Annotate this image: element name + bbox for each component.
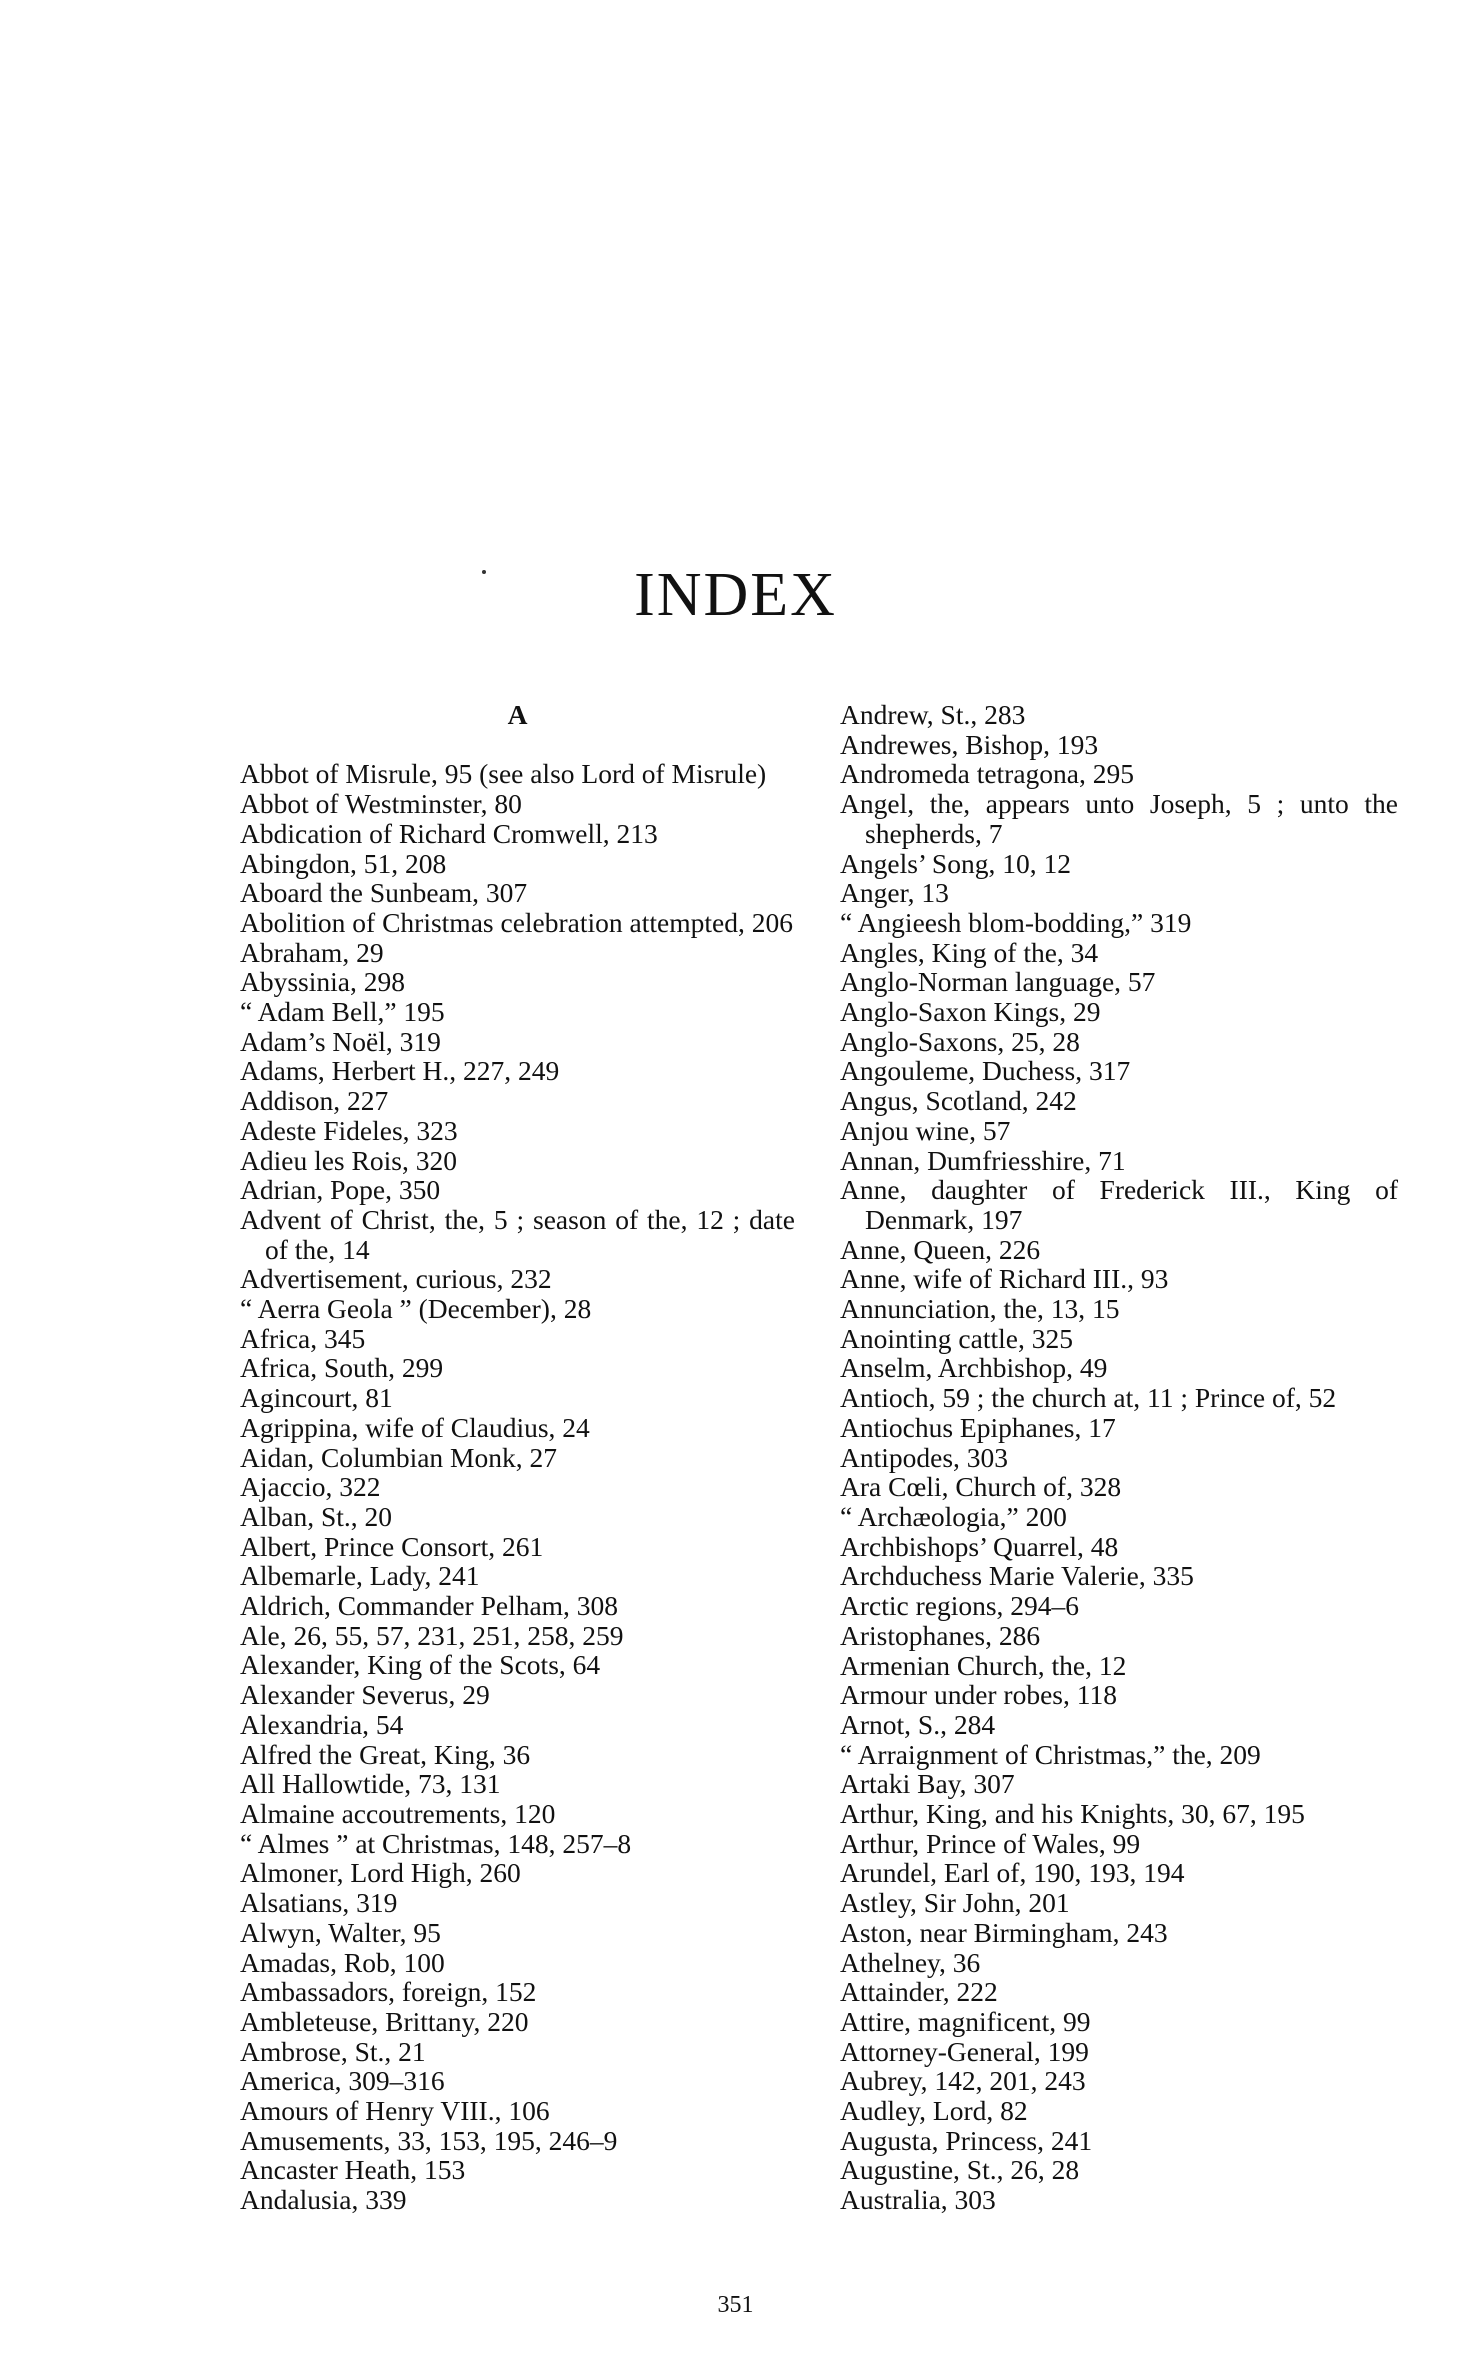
index-entry: Advent of Christ, the, 5 ; season of the, 12 ; date of the, 14 xyxy=(240,1203,795,1265)
index-entry: Angus, Scotland, 242 xyxy=(840,1085,1077,1117)
index-entry: Alwyn, Walter, 95 xyxy=(240,1916,441,1948)
index-entry: Aldrich, Commander Pelham, 308 xyxy=(240,1590,619,1622)
index-entry: “ Almes ” at Christmas, 148, 257–8 xyxy=(240,1827,632,1859)
index-entry: Aubrey, 142, 201, 243 xyxy=(840,2065,1086,2097)
index-entry: Amadas, Rob, 100 xyxy=(240,1946,445,1978)
index-entry: Aristophanes, 286 xyxy=(840,1619,1041,1651)
index-entry: Andromeda tetragona, 295 xyxy=(840,758,1135,790)
index-entry: Arthur, Prince of Wales, 99 xyxy=(840,1827,1141,1859)
index-entry: Angels’ Song, 10, 12 xyxy=(840,847,1071,879)
index-entry: Andalusia, 339 xyxy=(240,2184,407,2216)
index-entry: Armour under robes, 118 xyxy=(840,1679,1117,1711)
index-entry: “ Archæologia,” 200 xyxy=(840,1500,1067,1532)
index-entry: Ambleteuse, Brittany, 220 xyxy=(240,2005,529,2037)
index-entry: Abraham, 29 xyxy=(240,936,384,968)
index-entry: Archbishops’ Quarrel, 48 xyxy=(840,1530,1119,1562)
page-number: 351 xyxy=(717,2292,754,2318)
index-entry: Angel, the, appears unto Joseph, 5 ; unto the shepherds, 7 xyxy=(840,788,1398,849)
index-entry: Aboard the Sunbeam, 307 xyxy=(240,877,528,909)
index-entry: Arthur, King, and his Knights, 30, 67, 195 xyxy=(840,1798,1305,1830)
index-entry: Amours of Henry VIII., 106 xyxy=(240,2095,550,2127)
index-entry: Abdication of Richard Cromwell, 213 xyxy=(240,817,658,849)
index-entry: Astley, Sir John, 201 xyxy=(840,1887,1070,1919)
index-entry: Australia, 303 xyxy=(840,2184,996,2216)
index-entry: Abbot of Misrule, 95 (see also Lord of Misrule) xyxy=(240,758,767,790)
right-entry-list xyxy=(840,700,1398,2215)
index-entry: Albert, Prince Consort, 261 xyxy=(240,1530,544,1562)
index-entry: Alban, St., 20 xyxy=(240,1500,393,1532)
index-entry: Ambassadors, foreign, 152 xyxy=(240,1976,537,2008)
index-entry: Adams, Herbert H., 227, 249 xyxy=(240,1055,560,1087)
index-entry: Ajaccio, 322 xyxy=(240,1471,381,1503)
index-entry: Attorney-General, 199 xyxy=(840,2035,1089,2067)
index-entry: Almoner, Lord High, 260 xyxy=(240,1857,521,1889)
index-entry: Audley, Lord, 82 xyxy=(840,2095,1028,2127)
index-column-right xyxy=(840,700,1398,2215)
index-entry: Ancaster Heath, 153 xyxy=(240,2154,466,2186)
index-entry: Antipodes, 303 xyxy=(840,1441,1009,1473)
index-entry: Arundel, Earl of, 190, 193, 194 xyxy=(840,1857,1185,1889)
index-entry: Attire, magnificent, 99 xyxy=(840,2005,1091,2037)
index-entry: Antiochus Epiphanes, 17 xyxy=(840,1411,1116,1443)
index-column-left xyxy=(240,700,795,2215)
index-entry: Andrew, St., 283 xyxy=(840,699,1026,730)
index-entry: All Hallowtide, 73, 131 xyxy=(240,1768,501,1800)
index-entry: Adrian, Pope, 350 xyxy=(240,1174,441,1206)
index-entry: Albemarle, Lady, 241 xyxy=(240,1560,480,1592)
index-entry: Ale, 26, 55, 57, 231, 251, 258, 259 xyxy=(240,1619,624,1651)
index-entry: Adeste Fideles, 323 xyxy=(240,1114,458,1146)
index-entry: Augustine, St., 26, 28 xyxy=(840,2154,1080,2186)
index-entry: Attainder, 222 xyxy=(840,1976,998,2008)
index-entry: Archduchess Marie Valerie, 335 xyxy=(840,1560,1194,1592)
index-entry: Amusements, 33, 153, 195, 246–9 xyxy=(240,2124,618,2156)
index-entry: Arnot, S., 284 xyxy=(840,1708,996,1740)
index-entry: Agrippina, wife of Claudius, 24 xyxy=(240,1411,590,1443)
index-entry: Advertisement, curious, 232 xyxy=(240,1263,552,1295)
index-entry: Abyssinia, 298 xyxy=(240,966,405,998)
index-entry: Angouleme, Duchess, 317 xyxy=(840,1055,1131,1087)
index-entry: Anne, Queen, 226 xyxy=(840,1233,1041,1265)
index-entry: Anglo-Norman language, 57 xyxy=(840,966,1156,998)
index-entry: Armenian Church, the, 12 xyxy=(840,1649,1127,1681)
index-entry: Alsatians, 319 xyxy=(240,1887,398,1919)
index-entry: Abingdon, 51, 208 xyxy=(240,847,447,879)
index-entry: Artaki Bay, 307 xyxy=(840,1768,1015,1800)
index-entry: Athelney, 36 xyxy=(840,1946,981,1978)
index-entry: Alexander, King of the Scots, 64 xyxy=(240,1649,601,1681)
index-entry: Addison, 227 xyxy=(240,1085,389,1117)
index-entry: Arctic regions, 294–6 xyxy=(840,1590,1080,1622)
index-entry: Anger, 13 xyxy=(840,877,949,909)
index-entry: Anglo-Saxon Kings, 29 xyxy=(840,996,1101,1028)
index-entry: Almaine accoutrements, 120 xyxy=(240,1798,556,1829)
index-entry: Angles, King of the, 34 xyxy=(840,936,1099,968)
page-title: INDEX xyxy=(634,561,837,629)
index-entry: “ Adam Bell,” 195 xyxy=(240,996,445,1028)
index-entry: “ Aerra Geola ” (December), 28 xyxy=(240,1293,592,1325)
index-entry: Alfred the Great, King, 36 xyxy=(240,1738,531,1770)
index-entry: Ambrose, St., 21 xyxy=(240,2035,426,2067)
index-entry: Adieu les Rois, 320 xyxy=(240,1144,457,1176)
index-entry: Augusta, Princess, 241 xyxy=(840,2124,1093,2156)
index-entry: Antioch, 59 ; the church at, 11 ; Prince of, 52 xyxy=(840,1382,1337,1414)
index-entry: Africa, South, 299 xyxy=(240,1352,444,1384)
index-entry: Anne, wife of Richard III., 93 xyxy=(840,1263,1169,1295)
index-entry: Anjou wine, 57 xyxy=(840,1114,1011,1146)
index-entry: Aidan, Columbian Monk, 27 xyxy=(240,1441,558,1473)
index-entry: Agincourt, 81 xyxy=(240,1382,393,1414)
index-entry: Anglo-Saxons, 25, 28 xyxy=(840,1025,1080,1057)
section-letter-heading: A xyxy=(507,699,528,730)
index-entry: Anne, daughter of Frederick III., King of Denmark, 197 xyxy=(840,1174,1398,1235)
index-entry: Aston, near Birmingham, 243 xyxy=(840,1916,1168,1948)
index-entry: “ Arraignment of Christmas,” the, 209 xyxy=(840,1738,1261,1770)
index-entry: Andrewes, Bishop, 193 xyxy=(840,728,1099,760)
index-entry: Anointing cattle, 325 xyxy=(840,1322,1073,1354)
index-entry: Annan, Dumfriesshire, 71 xyxy=(840,1144,1126,1176)
index-entry: Alexander Severus, 29 xyxy=(240,1679,490,1711)
index-entry: Anselm, Archbishop, 49 xyxy=(840,1352,1108,1384)
left-entry-list xyxy=(240,759,795,2214)
index-entry: “ Angieesh blom-bodding,” 319 xyxy=(840,906,1192,938)
index-entry: Alexandria, 54 xyxy=(240,1708,404,1740)
index-entry: Adam’s Noël, 319 xyxy=(240,1025,441,1057)
index-entry: Abbot of Westminster, 80 xyxy=(240,788,522,820)
index-entry: Africa, 345 xyxy=(240,1322,366,1354)
index-entry: Ara Cœli, Church of, 328 xyxy=(840,1471,1122,1503)
index-entry: America, 309–316 xyxy=(240,2065,445,2097)
index-entry: Abolition of Christmas celebration attempted, 206 xyxy=(240,906,793,938)
index-entry: Annunciation, the, 13, 15 xyxy=(840,1293,1120,1325)
